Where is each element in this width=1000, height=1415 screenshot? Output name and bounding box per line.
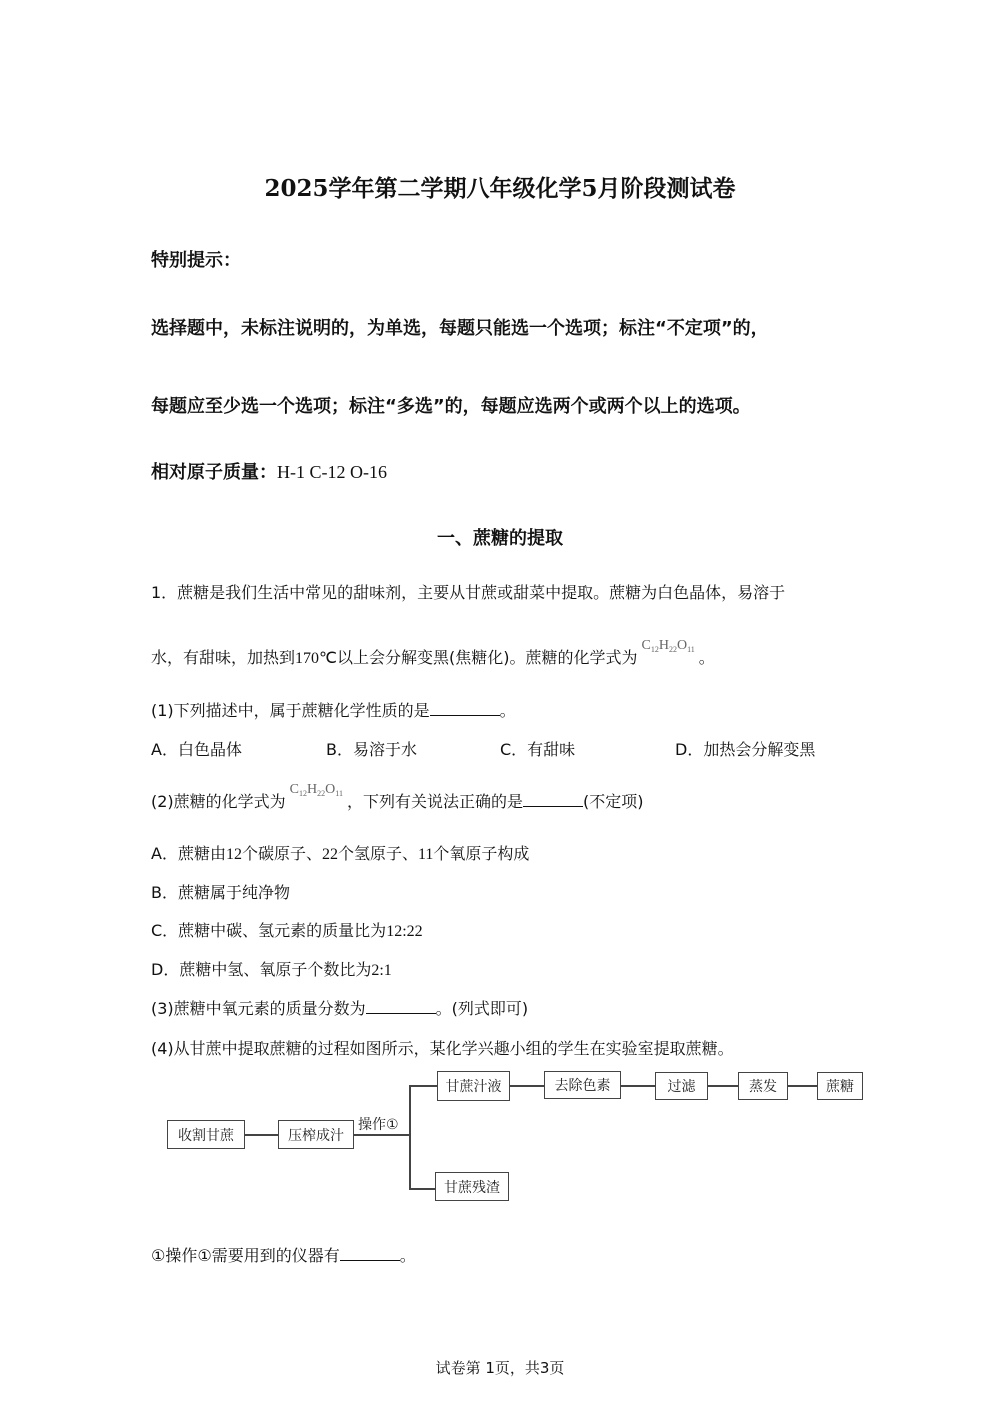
answer-blank[interactable] (366, 999, 436, 1014)
flow-box-harvest: 收割甘蔗 (167, 1120, 245, 1149)
q1-part1-option-c[interactable]: C．有甜味 (500, 740, 576, 759)
q1-part2-option-d[interactable]: D．蔗糖中氢、氧原子个数比为2:1 (151, 960, 392, 979)
q1-part1-stem: (1)下列描述中，属于蔗糖化学性质的是 。 (151, 701, 516, 720)
page-title: 2025学年第二学期八年级化学5月阶段测试卷 (264, 175, 736, 202)
q1-intro-line-1: 1．蔗糖是我们生活中常见的甜味剂，主要从甘蔗或甜菜中提取。蔗糖为白色晶体，易溶于 (151, 583, 786, 602)
sucrose-formula-2: $C_{12}H_{22}O_{11}$ (289, 782, 343, 798)
sucrose-formula: $C_{12}H_{22}O_{11}$ (641, 638, 695, 654)
flow-connector (354, 1134, 410, 1136)
flow-connector (245, 1134, 278, 1136)
q1-intro-line-2: 水，有甜味，加热到170℃以上会分解变黑(焦糖化)。蔗糖的化学式为$C_{12}H_{22}O_{11}$ 。 (151, 638, 715, 667)
flow-box-residue: 甘蔗残渣 (435, 1172, 509, 1201)
q1-part4-stem: (4)从甘蔗中提取蔗糖的过程如图所示，某化学兴趣小组的学生在实验室提取蔗糖。 (151, 1039, 734, 1058)
flow-connector (621, 1085, 655, 1087)
q1-part3-stem: (3)蔗糖中氧元素的质量分数为 。(列式即可) (151, 999, 529, 1018)
flow-box-juice: 甘蔗汁液 (437, 1071, 510, 1101)
atomic-mass-label: 相对原子质量： (151, 462, 277, 483)
q1-part2-option-a[interactable]: A．蔗糖由12个碳原子、22个氢原子、11个氧原子构成 (151, 844, 530, 863)
atomic-mass-values: H-1 C-12 O-16 (277, 462, 387, 482)
q1-part2-option-c[interactable]: C．蔗糖中碳、氢元素的质量比为12:22 (151, 921, 423, 940)
q1-part2-stem: (2)蔗糖的化学式为$C_{12}H_{22}O_{11}$ ，下列有关说法正确的是 (不定项) (151, 782, 644, 811)
q1-part2-option-b[interactable]: B．蔗糖属于纯净物 (151, 883, 290, 902)
answer-blank[interactable] (523, 792, 583, 807)
flow-connector (510, 1085, 544, 1087)
answer-blank[interactable] (340, 1246, 400, 1261)
q1-part1-option-a[interactable]: A．白色晶体 (151, 740, 242, 759)
answer-blank[interactable] (430, 701, 500, 716)
flow-connector (708, 1085, 738, 1087)
flow-branch-line (409, 1085, 411, 1189)
notice-line-1: 选择题中，未标注说明的，为单选，每题只能选一个选项；标注“不定项”的， (151, 318, 769, 339)
q1-intro-text-a: 水，有甜味，加热到 (151, 648, 296, 667)
flow-box-sugar: 蔗糖 (817, 1072, 863, 1100)
q1-part1-option-b[interactable]: B．易溶于水 (326, 740, 417, 759)
q1-intro-text-b: 以上会分解变黑(焦糖化)。蔗糖的化学式为 (336, 648, 638, 667)
section-heading: 一、蔗糖的提取 (437, 528, 563, 549)
flow-connector (409, 1188, 435, 1190)
q1-part1-option-d[interactable]: D．加热会分解变黑 (675, 740, 816, 759)
notice-label: 特别提示： (151, 250, 241, 271)
flow-box-decolor: 去除色素 (544, 1071, 621, 1099)
flow-operation-label: 操作① (358, 1117, 399, 1133)
flow-box-evaporate: 蒸发 (738, 1072, 788, 1100)
page-footer: 试卷第 1页，共3页 (435, 1359, 565, 1377)
flow-connector (788, 1085, 817, 1087)
atomic-mass-row (151, 458, 387, 484)
flow-connector (409, 1085, 437, 1087)
q1-temp: 170℃ (295, 650, 337, 667)
notice-line-2: 每题应至少选一个选项；标注“多选”的，每题应选两个或两个以上的选项。 (151, 396, 751, 417)
flow-box-filter: 过滤 (655, 1072, 708, 1100)
q1-sub1-stem: ①操作①需要用到的仪器有 。 (151, 1246, 416, 1265)
flow-box-press: 压榨成汁 (278, 1120, 354, 1149)
